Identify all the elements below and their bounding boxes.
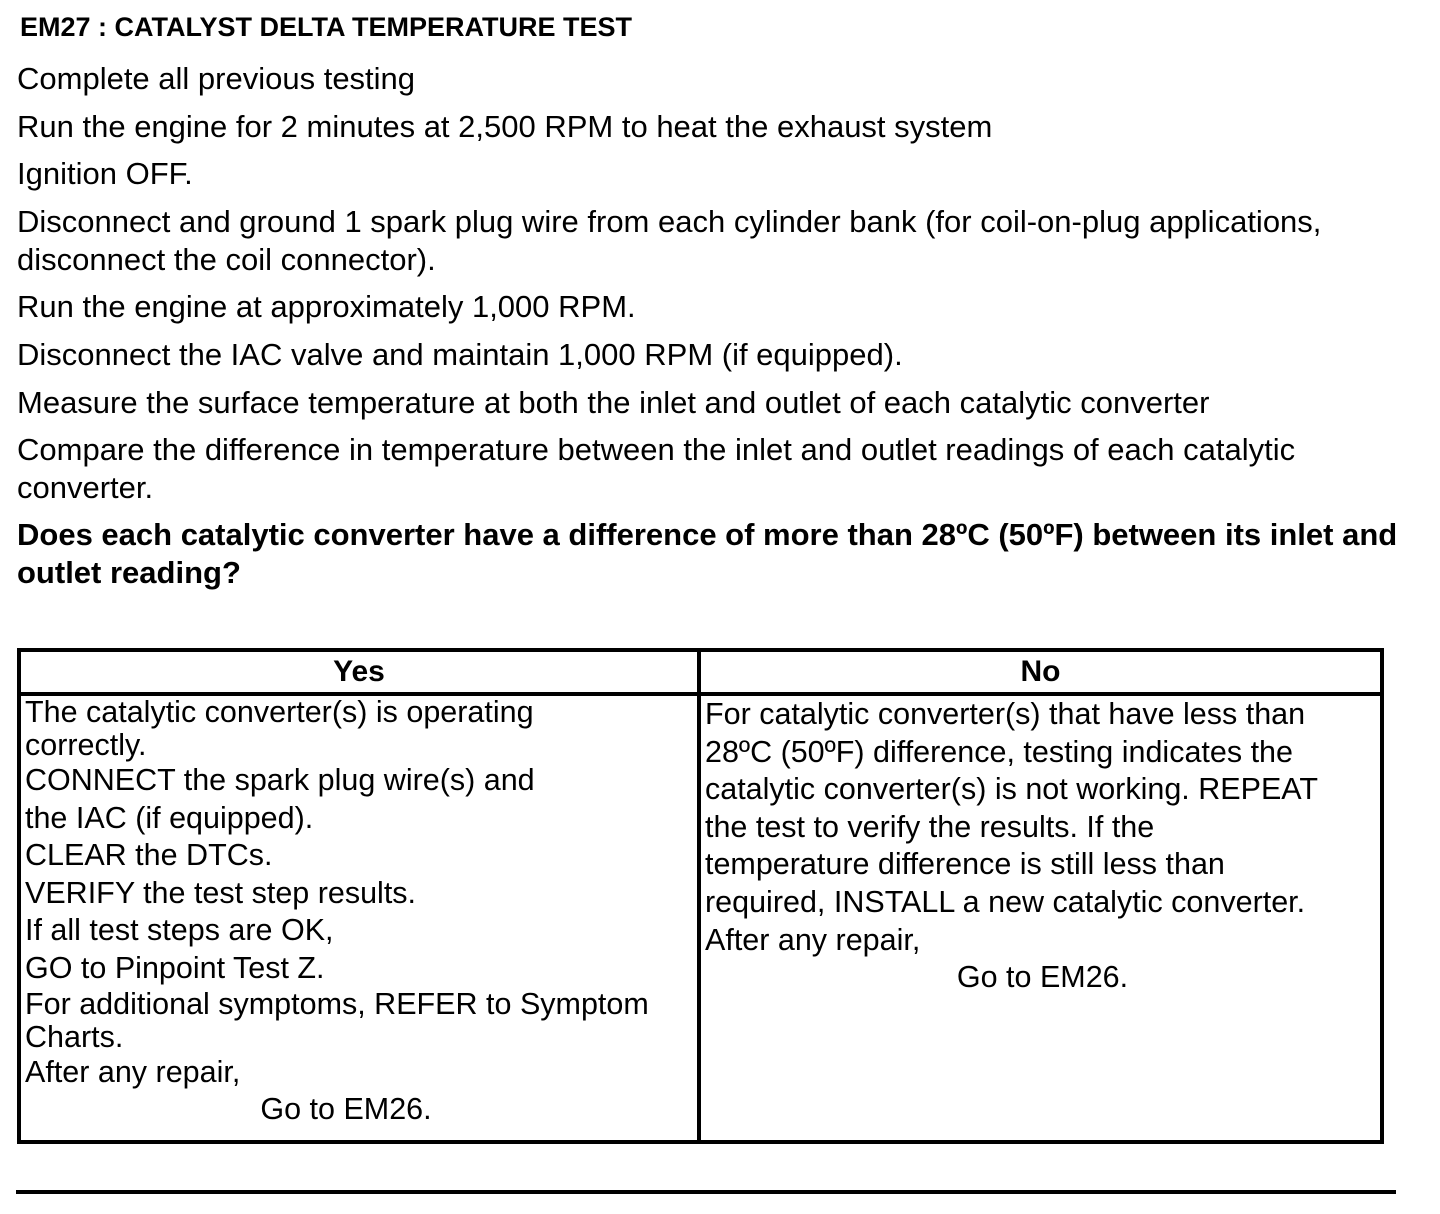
no-cell (699, 694, 1382, 1142)
table-header-row (19, 650, 1382, 694)
yes-line: Charts. (25, 1019, 124, 1054)
no-line: the test to verify the results. If the (705, 809, 1155, 844)
procedure-steps (17, 60, 1417, 517)
yes-line: After any repair, (25, 1054, 241, 1089)
bottom-divider (16, 1190, 1396, 1194)
step-5: Run the engine at approximately 1,000 RPM. (17, 289, 636, 325)
step-6: Disconnect the IAC valve and maintain 1,000 RPM (if equipped). (17, 336, 903, 372)
page-title: EM27 : CATALYST DELTA TEMPERATURE TEST (20, 12, 633, 42)
yes-goto: Go to EM26. (260, 1092, 432, 1127)
yes-line: The catalytic converter(s) is operating (25, 695, 534, 729)
step-1: Complete all previous testing (17, 61, 416, 96)
no-line: required, INSTALL a new catalytic converter. (705, 884, 1306, 919)
no-line: catalytic converter(s) is not working. REPEAT (705, 772, 1319, 807)
header-yes: Yes (19, 650, 699, 694)
yes-line: If all test steps are OK, (25, 913, 334, 948)
no-line: After any repair, (705, 922, 921, 957)
no-line: temperature difference is still less than (705, 847, 1225, 882)
table-row (19, 694, 1382, 1142)
no-line: 28ºC (50ºF) difference, testing indicates the (705, 734, 1293, 769)
step-3: Ignition OFF. (17, 156, 193, 192)
step-4: Disconnect and ground 1 spark plug wire from each cylinder bank (for coil-on-plug applications, disconnect the coil connector). (17, 203, 1322, 277)
result-table (17, 648, 1384, 1144)
yes-line: GO to Pinpoint Test Z. (25, 950, 325, 985)
step-8: Compare the difference in temperature between the inlet and outlet readings of each catalytic converter. (17, 432, 1296, 506)
yes-line: VERIFY the test step results. (25, 875, 417, 910)
yes-line: CONNECT the spark plug wire(s) and (25, 763, 535, 797)
step-7: Measure the surface temperature at both the inlet and outlet of each catalytic converter (17, 384, 1210, 420)
step-2: Run the engine for 2 minutes at 2,500 RPM to heat the exhaust system (17, 108, 993, 144)
no-goto: Go to EM26. (956, 960, 1129, 995)
test-question: Does each catalytic converter have a difference of more than 28ºC (50ºF) between its inlet and outlet reading? (17, 517, 1398, 590)
yes-cell (19, 694, 699, 1142)
yes-line: For additional symptoms, REFER to Symptom (25, 986, 649, 1021)
header-no: No (699, 650, 1382, 694)
yes-line: the IAC (if equipped). (25, 800, 314, 835)
no-line: For catalytic converter(s) that have less than (705, 697, 1306, 731)
yes-line: CLEAR the DTCs. (25, 838, 273, 873)
yes-line: correctly. (25, 728, 147, 762)
